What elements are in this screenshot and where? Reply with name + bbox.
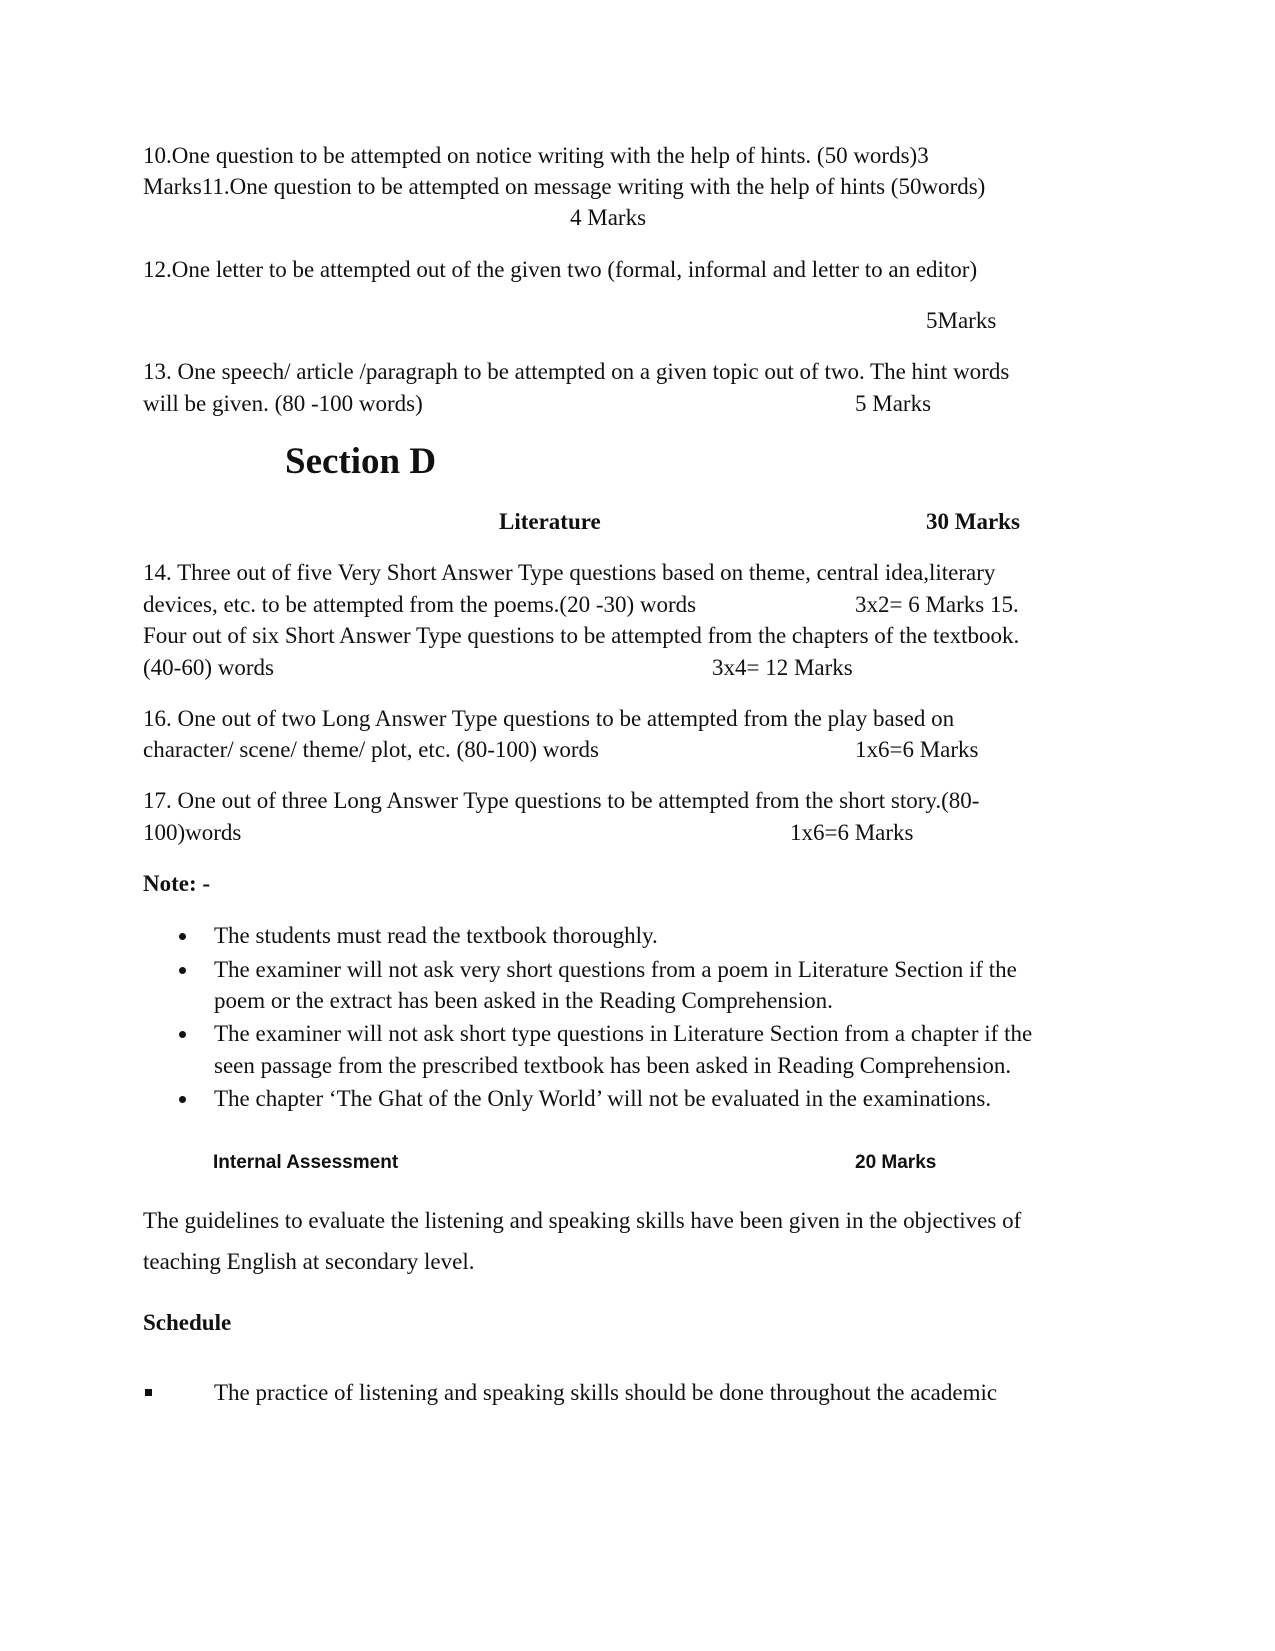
q14-marks: 3x2= 6 Marks 15. <box>855 592 1019 617</box>
q15-line2: (40-60) words <box>143 655 274 680</box>
note-bullet-2-line2: poem or the extract has been asked in the Reading Comprehension. <box>214 988 833 1013</box>
q17-line1: 17. One out of three Long Answer Type questions to be attempted from the short story.(80- <box>143 788 980 813</box>
note-bullet-3-line2: seen passage from the prescribed textbook has been asked in Reading Comprehension. <box>214 1053 1012 1078</box>
note-bullet-4: The chapter ‘The Ghat of the Only World’ will not be evaluated in the examinations. <box>214 1086 992 1111</box>
q17-marks: 1x6=6 Marks <box>790 820 914 845</box>
q16-line1: 16. One out of two Long Answer Type questions to be attempted from the play based on <box>143 706 955 731</box>
literature-heading: Literature <box>499 509 601 534</box>
bullet-icon <box>179 933 186 940</box>
q11-marks: 4 Marks <box>570 205 647 230</box>
internal-line1: The guidelines to evaluate the listening and speaking skills have been given in the objectives of <box>143 1208 1022 1233</box>
q16-line2: character/ scene/ theme/ plot, etc. (80-100) words <box>143 737 599 762</box>
bullet-icon <box>179 1096 186 1103</box>
note-bullet-1: The students must read the textbook thoroughly. <box>214 923 658 948</box>
note-label: Note: - <box>143 871 211 896</box>
q14-line1: 14. Three out of five Very Short Answer Type questions based on theme, central idea,literary <box>143 560 996 585</box>
q15-marks: 3x4= 12 Marks <box>712 655 853 680</box>
q12-text: 12.One letter to be attempted out of the given two (formal, informal and letter to an editor) <box>143 257 978 282</box>
schedule-item-1: The practice of listening and speaking skills should be done throughout the academic <box>214 1380 998 1405</box>
schedule-label: Schedule <box>143 1310 232 1335</box>
q16-marks: 1x6=6 Marks <box>855 737 979 762</box>
section-title: Section D <box>285 441 437 482</box>
q13-line1: 13. One speech/ article /paragraph to be attempted on a given topic out of two. The hint words <box>143 359 1010 384</box>
internal-assessment-label: Internal Assessment <box>213 1152 399 1173</box>
square-bullet-icon <box>145 1389 152 1396</box>
q15-line1: Four out of six Short Answer Type questions to be attempted from the chapters of the textbook. <box>143 623 1020 648</box>
q10-line1: 10.One question to be attempted on notice writing with the help of hints. (50 words)3 <box>143 143 929 168</box>
q14-line2: devices, etc. to be attempted from the poems.(20 -30) words <box>143 592 697 617</box>
literature-marks: 30 Marks <box>926 509 1020 534</box>
note-bullet-2-line1: The examiner will not ask very short questions from a poem in Literature Section if the <box>214 957 1017 982</box>
bullet-icon <box>179 1031 186 1038</box>
bullet-icon <box>179 967 186 974</box>
q13-line2: will be given. (80 -100 words) <box>143 391 423 416</box>
q10-line2: Marks11.One question to be attempted on message writing with the help of hints (50words) <box>143 174 986 199</box>
internal-assessment-marks: 20 Marks <box>855 1152 937 1173</box>
q17-line2: 100)words <box>143 820 242 845</box>
internal-line2: teaching English at secondary level. <box>143 1249 475 1274</box>
note-bullet-3-line1: The examiner will not ask short type questions in Literature Section from a chapter if the <box>214 1021 1033 1046</box>
q12-marks: 5Marks <box>926 308 997 333</box>
q13-marks: 5 Marks <box>855 391 932 416</box>
